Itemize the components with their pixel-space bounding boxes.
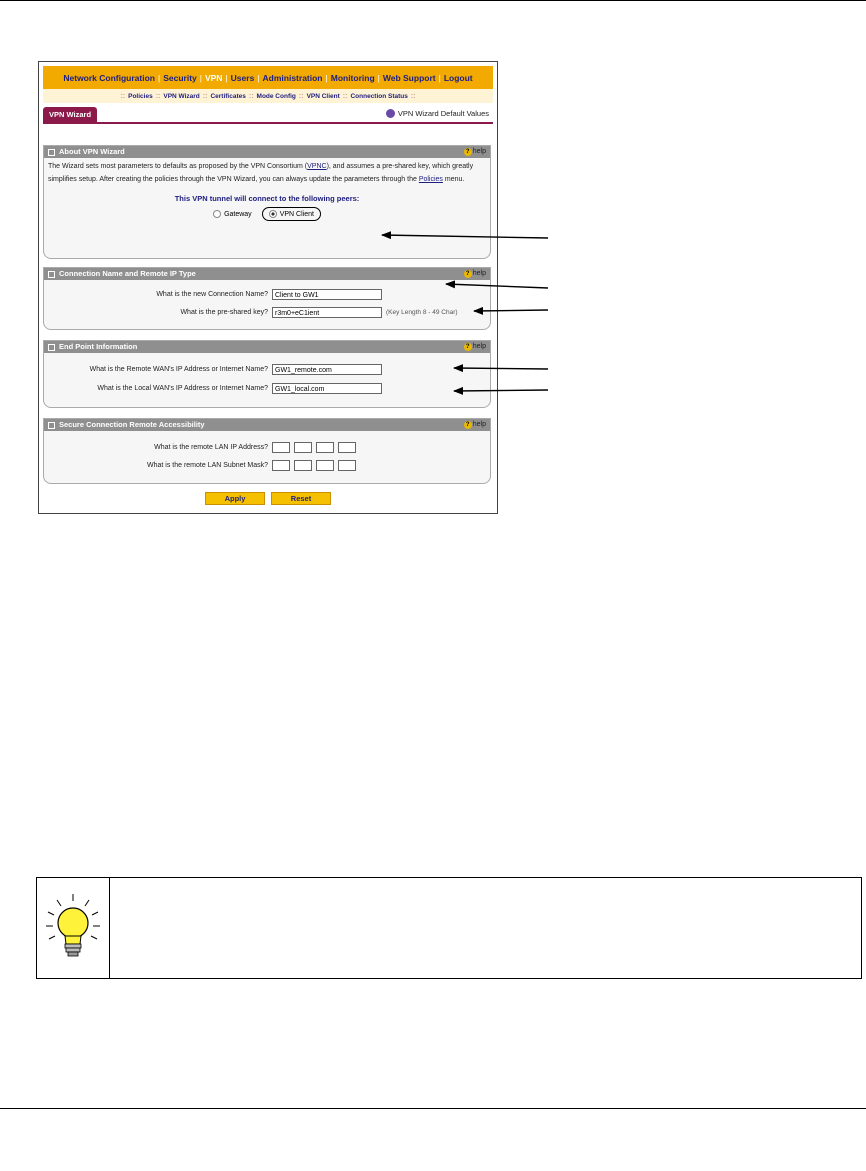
subnav-vpn-wizard[interactable]: VPN Wizard <box>163 92 200 100</box>
remote-wan-label: What is the Remote WAN's IP Address or Internet Name? <box>89 366 268 373</box>
nav-vpn[interactable]: VPN <box>204 72 223 83</box>
local-wan-input[interactable]: GW1_local.com <box>272 383 382 394</box>
remote-lan-ip-label: What is the remote LAN IP Address? <box>154 444 268 451</box>
callout-arrow-local-wan <box>454 390 548 391</box>
bullet-icon: :: <box>155 92 161 100</box>
callout-arrows <box>0 0 866 520</box>
nav-separator: | <box>199 72 202 83</box>
bullet-icon: :: <box>298 92 304 100</box>
subnav-connection-status[interactable]: Connection Status <box>350 92 408 100</box>
callout-arrow-remote-wan <box>454 368 548 369</box>
connection-name-label: What is the new Connection Name? <box>156 291 268 298</box>
help-label: help <box>472 148 486 155</box>
apply-button[interactable]: Apply <box>205 492 265 505</box>
nav-separator: | <box>325 72 328 83</box>
nav-users[interactable]: Users <box>230 72 255 83</box>
about-section-title: About VPN Wizard <box>59 147 125 156</box>
nav-security[interactable]: Security <box>163 72 197 83</box>
pre-shared-key-input[interactable]: r3m0+eC1ient <box>272 307 382 318</box>
remote-subnet-label: What is the remote LAN Subnet Mask? <box>147 462 268 469</box>
nav-separator: | <box>257 72 260 83</box>
tip-divider <box>109 878 110 978</box>
connection-section-title: Connection Name and Remote IP Type <box>59 269 196 278</box>
callout-arrow-pre-shared-key <box>474 310 548 311</box>
bullet-icon: :: <box>120 92 126 100</box>
default-values-label: VPN Wizard Default Values <box>397 109 489 118</box>
subnav-vpn-client[interactable]: VPN Client <box>306 92 340 100</box>
callout-arrow-peer <box>382 235 548 238</box>
secure-section-title: Secure Connection Remote Accessibility <box>59 420 205 429</box>
nav-web-support[interactable]: Web Support <box>382 72 436 83</box>
about-text-1: The Wizard sets most parameters to defaults as proposed by the VPN Consortium ( <box>48 163 308 170</box>
help-icon: ? <box>464 148 472 156</box>
callout-arrow-connection-name <box>446 284 548 288</box>
nav-separator: | <box>377 72 380 83</box>
vpnc-link[interactable]: VPNC <box>307 163 327 170</box>
tip-box <box>36 877 862 979</box>
nav-monitoring[interactable]: Monitoring <box>330 72 375 83</box>
about-text-3: menu. <box>442 176 465 183</box>
connection-name-input[interactable]: Client to GW1 <box>272 289 382 300</box>
gateway-label: Gateway <box>224 210 252 218</box>
subnav-certificates[interactable]: Certificates <box>210 92 246 100</box>
help-icon: ? <box>464 343 472 351</box>
bullet-icon: :: <box>342 92 348 100</box>
peers-title: This VPN tunnel will connect to the following peers: <box>174 194 360 203</box>
key-length-hint: (Key Length 8 - 49 Char) <box>386 309 458 316</box>
subnav-policies[interactable]: Policies <box>128 92 153 100</box>
nav-network-configuration[interactable]: Network Configuration <box>63 72 155 83</box>
help-label: help <box>472 343 486 350</box>
subnav-mode-config[interactable]: Mode Config <box>256 92 296 100</box>
endpoint-section-title: End Point Information <box>59 342 138 351</box>
nav-administration[interactable]: Administration <box>262 72 323 83</box>
help-icon: ? <box>464 270 472 278</box>
vpn-client-label: VPN Client <box>279 210 314 218</box>
local-wan-label: What is the Local WAN's IP Address or Internet Name? <box>97 385 268 392</box>
footer-rule <box>0 1108 866 1109</box>
about-text-2: ), and assumes a pre-shared key, which greatly simplifies setup. After creating the policies through the VPN Wizard, you can always update the parameters through the <box>48 163 474 183</box>
tab-vpn-wizard[interactable]: VPN Wizard <box>43 107 97 122</box>
nav-separator: | <box>157 72 161 83</box>
lightbulb-icon <box>43 892 103 962</box>
reset-button[interactable]: Reset <box>271 492 331 505</box>
nav-logout[interactable]: Logout <box>443 72 473 83</box>
nav-separator: | <box>225 72 228 83</box>
help-label: help <box>472 421 486 428</box>
bullet-icon: :: <box>248 92 254 100</box>
help-icon: ? <box>464 421 472 429</box>
help-label: help <box>472 270 486 277</box>
bullet-icon: :: <box>410 92 416 100</box>
bullet-icon: :: <box>202 92 208 100</box>
pre-shared-key-label: What is the pre-shared key? <box>180 309 268 316</box>
nav-separator: | <box>438 72 441 83</box>
remote-wan-input[interactable]: GW1_remote.com <box>272 364 382 375</box>
policies-link[interactable]: Policies <box>418 176 443 183</box>
